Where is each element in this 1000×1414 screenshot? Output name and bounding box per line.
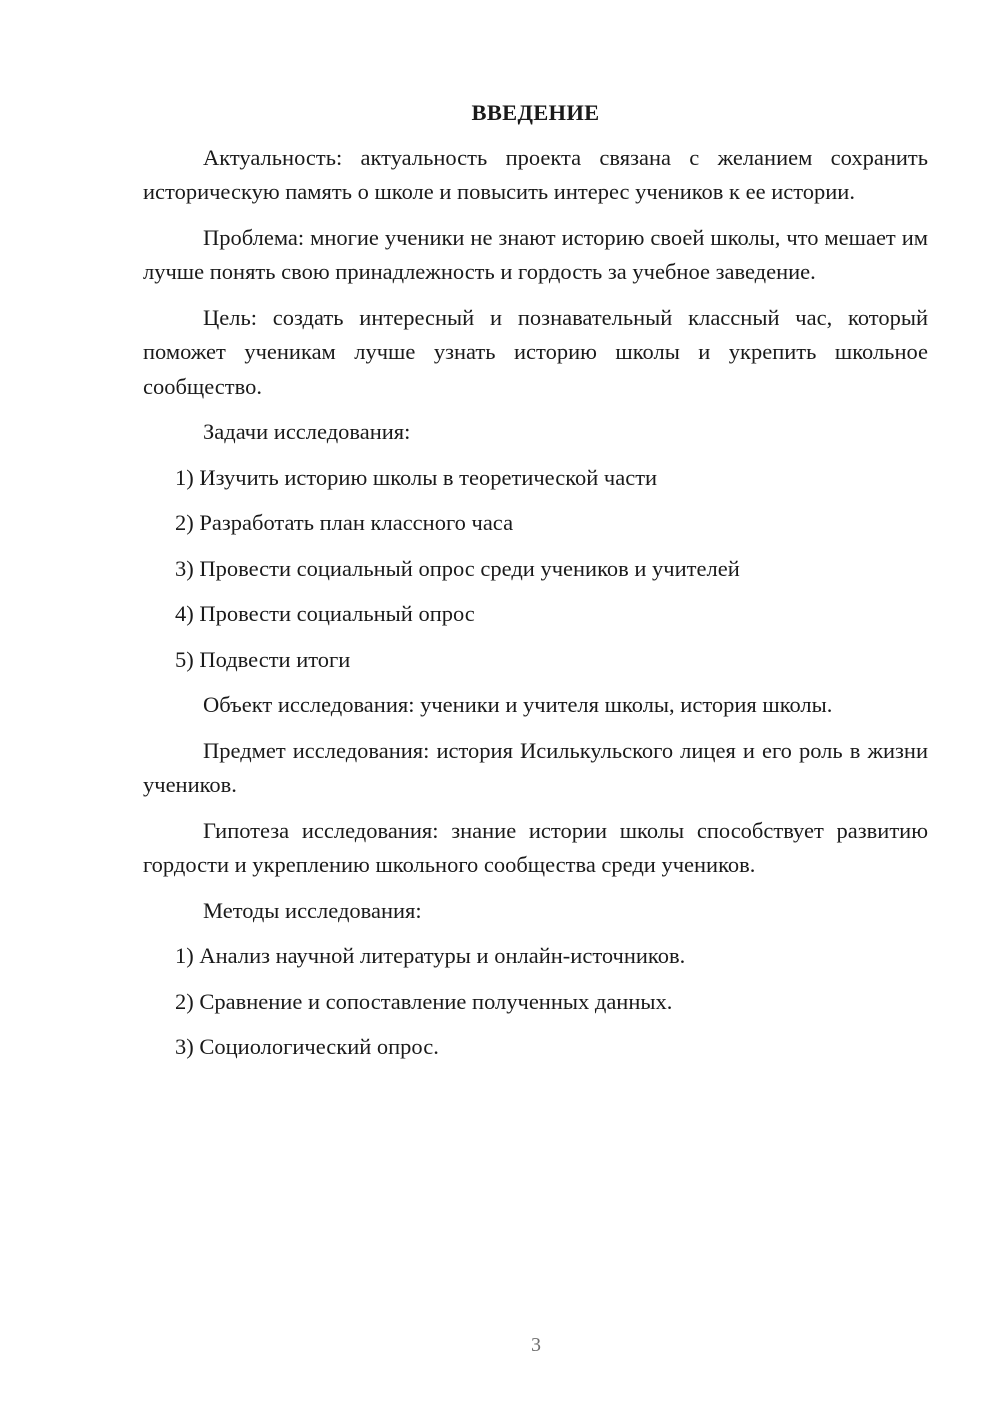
methods-heading: Методы исследования: — [203, 897, 422, 923]
hypothesis-paragraph: Гипотеза исследования: знание истории школы способствует развитию гордости и укреплению школьного сообщества среди учеников. — [143, 817, 928, 877]
page-number: 3 — [531, 1334, 541, 1356]
problem-paragraph: Проблема: многие ученики не знают историю своей школы, что мешает им лучше понять свою принадлежность и гордость за учебное заведение. — [143, 224, 928, 284]
list-item: 4) Провести социальный опрос — [175, 601, 475, 626]
object-paragraph: Объект исследования: ученики и учителя школы, история школы. — [203, 692, 833, 717]
list-item: 3) Провести социальный опрос среди учеников и учителей — [175, 555, 740, 581]
methods-list — [143, 939, 928, 1065]
list-item: 2) Разработать план классного часа — [175, 510, 514, 535]
list-item: 3) Социологический опрос. — [175, 1034, 439, 1059]
goal-paragraph: Цель: создать интересный и познавательный классный час, который поможет ученикам лучше узнать историю школы и укрепить школьное сообщество. — [143, 304, 928, 399]
subject-paragraph: Предмет исследования: история Исилькульского лицея и его роль в жизни учеников. — [143, 737, 928, 797]
tasks-heading: Задачи исследования: — [203, 419, 411, 444]
page-title: ВВЕДЕНИЕ — [471, 100, 600, 125]
list-item: 1) Изучить историю школы в теоретической части — [175, 464, 658, 490]
relevance-paragraph: Актуальность: актуальность проекта связана с желанием сохранить историческую память о школе и повысить интерес учеников к ее истории. — [143, 144, 928, 204]
list-item: 5) Подвести итоги — [175, 646, 351, 672]
list-item: 2) Сравнение и сопоставление полученных данных. — [175, 988, 673, 1014]
list-item: 1) Анализ научной литературы и онлайн-источников. — [175, 943, 686, 968]
tasks-list — [143, 461, 928, 678]
document-page — [143, 96, 928, 1076]
